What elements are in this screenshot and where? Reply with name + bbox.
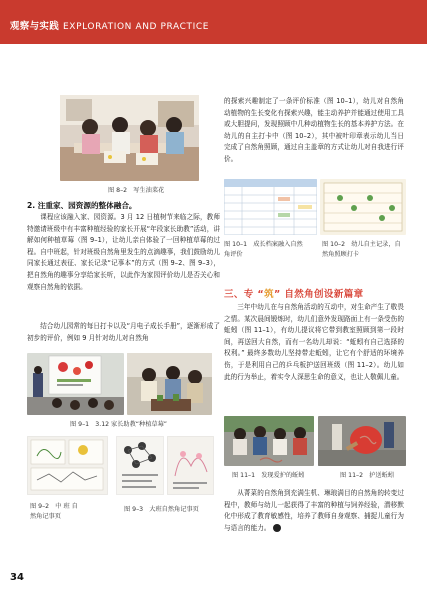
header-section-en: EXPLORATION AND PRACTICE [63,22,210,32]
caption-fig8-2: 图 8–2 写生油菜花 [108,187,165,194]
right-paragraph-bottom-text: 从菁菜的自然角到充满生机、琳琅满目的自然角的转变过程中，教师与幼儿一起获得了丰富的种植与饲养经验，潜移默化中形成了教育敏感性，培养了教师自身观察、捕捉儿童行为与语言的能力。 [224,489,404,532]
photo-fig11-1 [224,416,314,466]
photo-fig10-1 [224,179,317,235]
end-mark-icon: Y [273,524,281,532]
section-heading [224,286,364,300]
caption-fig9-2-a: 图 9–2 中 班 自 [30,503,78,510]
left-paragraph-1-text: 课程应该融入家、园资源。3 月 12 日植树节来临之际，教师特邀请班级中有丰富种植经验的家长开展“年段家长助教”活动，讲解如何种植草莓（图 9–1），让幼儿亲自体验了一回种植草莓的过程。自中班起，针对班级自然角里发生的点滴趣事，我们鼓励幼儿同家长通过表征、家长记录“记事本”的方式（图 9–2、图 9–3），把自然角的趣事分享给家长听，以此作为家园评价幼儿是否关心和观察自然角的依据。 [27,213,220,291]
right-paragraph-top-text: 的探索兴趣制定了一条评价标准（图 10–1），幼儿对自然角动植物的生长变化有探索兴趣，能主动养护并能通过使用工具或大胆提问，发现照顾中几种动植物生长的基本养护方法。在幼儿的自主打卡中（图 10–2），其中被叶印章表示幼儿当日完成了自然角照顾，通过自主盖章的方式让幼儿对自我进行评价。 [224,97,404,163]
photo-fig9-3-b [167,436,214,495]
photo-fig9-1-b [127,353,212,415]
right-paragraph-bottom-wrapper [224,488,404,534]
right-paragraph-bottom [224,488,404,534]
photo-fig9-3 [116,436,164,495]
caption-fig11-2: 图 11–2 护送蚯蚓 [340,472,394,479]
photo-fig10-2 [320,179,406,235]
section-heading-prefix: 三、专 “ [224,289,265,300]
caption-fig10-1-b: 角评价 [224,251,243,258]
caption-fig9-2-b: 然角记事页 [30,513,61,520]
left-paragraph-2 [27,321,220,344]
header-section-cn: 观察与实践 [10,21,60,32]
section-heading-highlight: 筑 [264,289,274,300]
header-bar [0,0,427,44]
caption-fig11-1: 图 11–1 发现爱护的蚯蚓 [232,472,305,479]
caption-fig9-3: 图 9–3 大班自然角记事页 [124,506,199,513]
header-title [10,18,209,34]
photo-fig8-2 [60,95,199,181]
caption-fig10-2-a: 图 10–2 幼儿自主记录，自 [322,241,401,248]
left-paragraph-2-text: 结合幼儿园常的每日打卡以及“月电子成长手册”，逐渐形成了初步的评价，例如 9 月针对幼儿对自然角 [27,322,220,342]
caption-fig9-1: 图 9–1 3.12 家长助教“种植草莓” [70,421,167,428]
caption-fig10-2-b: 然角照顾打卡 [322,251,360,258]
photo-fig9-2 [27,436,108,495]
left-paragraph-1 [27,212,220,293]
photo-fig9-1 [27,353,124,415]
caption-fig10-1-a: 图 10–1 成长档案融入自然 [224,241,303,248]
right-paragraph-mid [224,302,404,383]
left-subheading: 2. 注重家、园资源的整体融合。 [27,201,137,210]
right-paragraph-mid-text: 三年中幼儿在与自然角活动的互动中，对生命产生了敬畏之情。某次晨间锻炼时，幼儿们意外发现路面上有一条受伤的蚯蚓（图 11–1），有幼儿提议将它带到教室照顾到第一段时间，再送回大自然，而有一名幼儿却说：“蚯蚓有自己选择的权利。” 最终多数幼儿坚持带走蚯蚓，让它有个舒适的环境养伤，于是利用自己的乒乓板护送回班级（图 11–2）。幼儿如此的行为举止，着实令人深思生命的意义，也让人敬佩儿童。 [224,303,404,381]
page-number: 34 [10,572,24,583]
photo-fig11-2 [318,416,406,466]
section-heading-suffix: ” 自然角创设新篇章 [273,289,364,300]
right-paragraph-top [224,96,404,166]
